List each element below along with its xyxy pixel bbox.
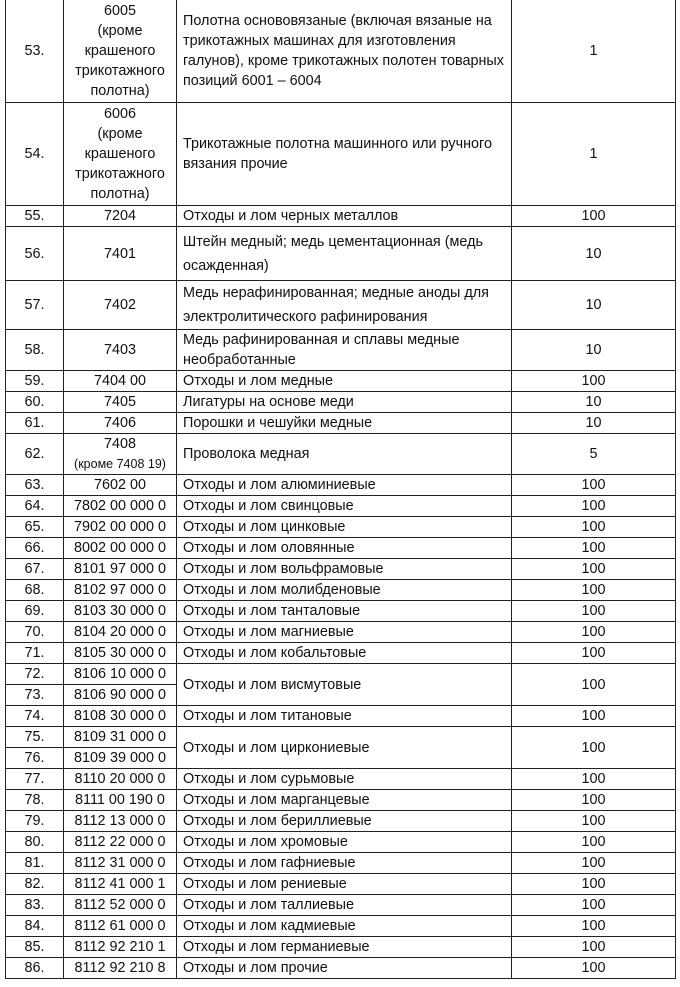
product-code: 8112 52 000 0 — [74, 897, 166, 913]
table-row — [6, 706, 676, 727]
rate-value: 100 — [512, 937, 676, 958]
row-number: 79. — [6, 811, 64, 832]
row-number: 61. — [6, 413, 64, 434]
description: Медь рафинированная и сплавы медные необработанные — [183, 332, 460, 368]
table-row — [6, 580, 676, 601]
rate-value: 10 — [512, 330, 676, 371]
description: Отходы и лом алюминиевые — [183, 477, 376, 493]
product-code-cell — [64, 580, 177, 601]
product-code-cell — [64, 0, 177, 103]
product-code: 7401 — [103, 245, 136, 262]
product-code-cell — [64, 538, 177, 559]
description: Отходы и лом прочие — [183, 960, 328, 976]
product-code-cell — [64, 853, 177, 874]
row-number: 67. — [6, 559, 64, 580]
row-number: 82. — [6, 874, 64, 895]
rate-value: 100 — [512, 538, 676, 559]
description: Отходы и лом титановые — [183, 708, 352, 724]
rate-value: 100 — [512, 496, 676, 517]
row-number: 63. — [6, 475, 64, 496]
product-code: 8112 92 210 8 — [74, 960, 166, 976]
row-number: 75. — [6, 727, 64, 748]
product-code: 7602 00 — [93, 477, 147, 493]
description-cell — [177, 0, 512, 103]
product-code-cell — [64, 475, 177, 496]
product-code: 8101 97 000 0 — [73, 561, 167, 577]
table-body — [6, 0, 676, 979]
description-cell — [177, 559, 512, 580]
product-code: 8112 31 000 0 — [74, 855, 166, 871]
rate-value: 100 — [512, 517, 676, 538]
description: Медь нерафинированная; медные аноды для электролитического рафинирования — [183, 285, 489, 325]
row-number: 66. — [6, 538, 64, 559]
row-number: 60. — [6, 392, 64, 413]
description-cell — [177, 664, 512, 706]
description-cell — [177, 853, 512, 874]
rate-value: 100 — [512, 811, 676, 832]
row-number: 77. — [6, 769, 64, 790]
product-code-cell — [64, 330, 177, 371]
product-code-cell — [64, 413, 177, 434]
product-code: 7403 — [103, 342, 136, 358]
description: Отходы и лом кобальтовые — [183, 645, 367, 661]
rate-value: 100 — [512, 790, 676, 811]
product-code: 8108 30 000 0 — [73, 708, 167, 724]
description-cell — [177, 434, 512, 475]
description-cell — [177, 330, 512, 371]
rate-value: 100 — [512, 622, 676, 643]
description: Отходы и лом рениевые — [183, 876, 347, 892]
product-code: 7802 00 000 0 — [73, 498, 167, 514]
description-cell — [177, 643, 512, 664]
product-code-note: (кроме крашеного трикотажного полотна) — [75, 23, 165, 99]
product-code-cell — [64, 958, 177, 979]
table-row — [6, 0, 676, 103]
table-row — [6, 769, 676, 790]
description: Отходы и лом кадмиевые — [183, 918, 356, 934]
table-row — [6, 874, 676, 895]
product-code-cell — [64, 811, 177, 832]
row-number: 78. — [6, 790, 64, 811]
description: Отходы и лом таллиевые — [183, 897, 354, 913]
description: Отходы и лом оловянные — [183, 540, 355, 556]
product-code: 6005 — [103, 3, 136, 19]
row-number: 54. — [6, 103, 64, 206]
description-cell — [177, 706, 512, 727]
row-number: 81. — [6, 853, 64, 874]
row-number: 80. — [6, 832, 64, 853]
description-cell — [177, 475, 512, 496]
row-number: 74. — [6, 706, 64, 727]
row-number: 72. — [6, 664, 64, 685]
description-cell — [177, 580, 512, 601]
description-cell — [177, 496, 512, 517]
table-row — [6, 853, 676, 874]
product-code: 8112 22 000 0 — [74, 834, 166, 850]
row-number: 76. — [6, 748, 64, 769]
table-row — [6, 895, 676, 916]
table-row — [6, 916, 676, 937]
product-code: 7405 — [103, 394, 136, 410]
product-code-cell — [64, 601, 177, 622]
description: Лигатуры на основе меди — [183, 394, 354, 410]
description-cell — [177, 371, 512, 392]
description: Отходы и лом свинцовые — [183, 498, 354, 514]
description: Отходы и лом гафниевые — [183, 855, 356, 871]
rate-value: 100 — [512, 895, 676, 916]
description-cell — [177, 916, 512, 937]
description: Штейн медный; медь цементационная (медь осажденная) — [183, 233, 483, 274]
product-code-cell — [64, 874, 177, 895]
rate-value: 100 — [512, 559, 676, 580]
rate-value: 100 — [512, 727, 676, 769]
description: Полотна основовязаные (включая вязаные на трикотажных машинах для изготовления галунов), кроме трикотажных полотен товарных позиций 6001 – 6004 — [183, 13, 504, 89]
product-code: 8106 10 000 0 — [73, 666, 167, 682]
description: Отходы и лом цинковые — [183, 519, 346, 535]
table-row — [6, 811, 676, 832]
description-cell — [177, 958, 512, 979]
product-code-cell — [64, 748, 177, 769]
product-code: 7902 00 000 0 — [73, 519, 167, 535]
description-cell — [177, 392, 512, 413]
description-cell — [177, 413, 512, 434]
table-row — [6, 622, 676, 643]
table-row — [6, 937, 676, 958]
table-row — [6, 206, 676, 227]
description-cell — [177, 790, 512, 811]
table-row — [6, 434, 676, 475]
table-row — [6, 958, 676, 979]
table-row — [6, 496, 676, 517]
description-cell — [177, 895, 512, 916]
rate-value: 10 — [512, 281, 676, 330]
table-row — [6, 790, 676, 811]
product-code-note: (кроме 7408 19) — [74, 457, 166, 471]
table-row — [6, 601, 676, 622]
product-code: 8104 20 000 0 — [73, 624, 167, 640]
table-row — [6, 413, 676, 434]
description: Отходы и лом молибденовые — [183, 582, 381, 598]
product-code-cell — [64, 685, 177, 706]
product-code: 7404 00 — [93, 373, 147, 389]
product-code-cell — [64, 727, 177, 748]
table-row — [6, 517, 676, 538]
description-cell — [177, 103, 512, 206]
product-code: 8106 90 000 0 — [73, 687, 167, 703]
table-row — [6, 475, 676, 496]
description: Отходы и лом медные — [183, 373, 334, 389]
row-number: 83. — [6, 895, 64, 916]
product-code: 8002 00 000 0 — [73, 540, 167, 556]
description: Отходы и лом магниевые — [183, 624, 354, 640]
product-code-cell — [64, 434, 177, 475]
row-number: 70. — [6, 622, 64, 643]
rate-value: 100 — [512, 371, 676, 392]
product-code-cell — [64, 227, 177, 281]
row-number: 65. — [6, 517, 64, 538]
table-row — [6, 538, 676, 559]
description: Отходы и лом циркониевые — [183, 739, 370, 756]
description-cell — [177, 811, 512, 832]
product-code-cell — [64, 103, 177, 206]
product-code: 8110 20 000 0 — [74, 771, 166, 787]
description: Отходы и лом висмутовые — [183, 676, 362, 693]
product-code-cell — [64, 895, 177, 916]
product-code-cell — [64, 281, 177, 330]
description: Отходы и лом сурьмовые — [183, 771, 355, 787]
rate-value: 100 — [512, 664, 676, 706]
description: Проволока медная — [183, 446, 310, 462]
table-row — [6, 832, 676, 853]
rate-value: 100 — [512, 580, 676, 601]
description-cell — [177, 227, 512, 281]
product-code: 8112 41 000 1 — [74, 876, 166, 892]
rate-value: 10 — [512, 392, 676, 413]
description: Отходы и лом танталовые — [183, 603, 361, 619]
product-code: 8112 92 210 1 — [74, 939, 166, 955]
product-code: 8111 00 190 0 — [75, 792, 165, 808]
row-number: 68. — [6, 580, 64, 601]
row-number: 73. — [6, 685, 64, 706]
table-row — [6, 727, 676, 748]
product-code-cell — [64, 664, 177, 685]
row-number: 56. — [6, 227, 64, 281]
row-number: 53. — [6, 0, 64, 103]
rate-value: 100 — [512, 601, 676, 622]
row-number: 55. — [6, 206, 64, 227]
product-code-cell — [64, 916, 177, 937]
description: Отходы и лом хромовые — [183, 834, 348, 850]
row-number: 86. — [6, 958, 64, 979]
rate-value: 100 — [512, 706, 676, 727]
product-code: 8105 30 000 0 — [73, 645, 167, 661]
product-code: 7408 — [103, 436, 136, 452]
rate-value: 100 — [512, 874, 676, 895]
product-code-cell — [64, 496, 177, 517]
table-row — [6, 392, 676, 413]
product-code-cell — [64, 622, 177, 643]
product-code-cell — [64, 206, 177, 227]
rate-value: 1 — [512, 0, 676, 103]
product-code-cell — [64, 832, 177, 853]
tariff-table — [5, 0, 676, 979]
description-cell — [177, 832, 512, 853]
product-code: 8109 31 000 0 — [73, 729, 167, 745]
rate-value: 100 — [512, 643, 676, 664]
product-code: 7204 — [103, 208, 136, 224]
rate-value: 100 — [512, 475, 676, 496]
product-code: 8112 13 000 0 — [74, 813, 166, 829]
product-code: 7406 — [103, 415, 136, 431]
row-number: 71. — [6, 643, 64, 664]
row-number: 85. — [6, 937, 64, 958]
table-row — [6, 664, 676, 685]
description-cell — [177, 206, 512, 227]
row-number: 57. — [6, 281, 64, 330]
rate-value: 100 — [512, 916, 676, 937]
table-row — [6, 643, 676, 664]
description: Отходы и лом черных металлов — [183, 208, 399, 224]
table-row — [6, 559, 676, 580]
rate-value: 5 — [512, 434, 676, 475]
row-number: 84. — [6, 916, 64, 937]
description: Порошки и чешуйки медные — [183, 415, 373, 431]
table-row — [6, 330, 676, 371]
row-number: 69. — [6, 601, 64, 622]
description-cell — [177, 601, 512, 622]
product-code-cell — [64, 559, 177, 580]
table-row — [6, 103, 676, 206]
row-number: 59. — [6, 371, 64, 392]
description-cell — [177, 538, 512, 559]
description-cell — [177, 937, 512, 958]
description-cell — [177, 281, 512, 330]
product-code: 8102 97 000 0 — [73, 582, 167, 598]
rate-value: 100 — [512, 769, 676, 790]
rate-value: 10 — [512, 227, 676, 281]
description: Отходы и лом вольфрамовые — [183, 561, 384, 577]
description: Трикотажные полотна машинного или ручного вязания прочие — [183, 136, 492, 172]
product-code: 8103 30 000 0 — [73, 603, 167, 619]
product-code-cell — [64, 706, 177, 727]
description-cell — [177, 874, 512, 895]
description-cell — [177, 517, 512, 538]
rate-value: 100 — [512, 853, 676, 874]
product-code-cell — [64, 937, 177, 958]
row-number: 62. — [6, 434, 64, 475]
product-code-cell — [64, 517, 177, 538]
rate-value: 1 — [512, 103, 676, 206]
product-code-cell — [64, 371, 177, 392]
table-row — [6, 227, 676, 281]
table-row — [6, 281, 676, 330]
product-code: 6006 — [103, 106, 136, 122]
row-number: 58. — [6, 330, 64, 371]
rate-value: 100 — [512, 832, 676, 853]
description-cell — [177, 622, 512, 643]
product-code: 7402 — [103, 297, 136, 313]
product-code-cell — [64, 790, 177, 811]
product-code-cell — [64, 392, 177, 413]
description-cell — [177, 769, 512, 790]
description: Отходы и лом германиевые — [183, 939, 370, 955]
product-code-cell — [64, 769, 177, 790]
description: Отходы и лом марганцевые — [183, 792, 370, 808]
product-code: 8109 39 000 0 — [73, 750, 167, 766]
product-code-note: (кроме крашеного трикотажного полотна) — [75, 126, 165, 202]
product-code-cell — [64, 643, 177, 664]
description: Отходы и лом бериллиевые — [183, 813, 372, 829]
product-code: 8112 61 000 0 — [74, 918, 166, 934]
rate-value: 100 — [512, 206, 676, 227]
row-number: 64. — [6, 496, 64, 517]
description-cell — [177, 727, 512, 769]
table-row — [6, 371, 676, 392]
rate-value: 10 — [512, 413, 676, 434]
rate-value: 100 — [512, 958, 676, 979]
